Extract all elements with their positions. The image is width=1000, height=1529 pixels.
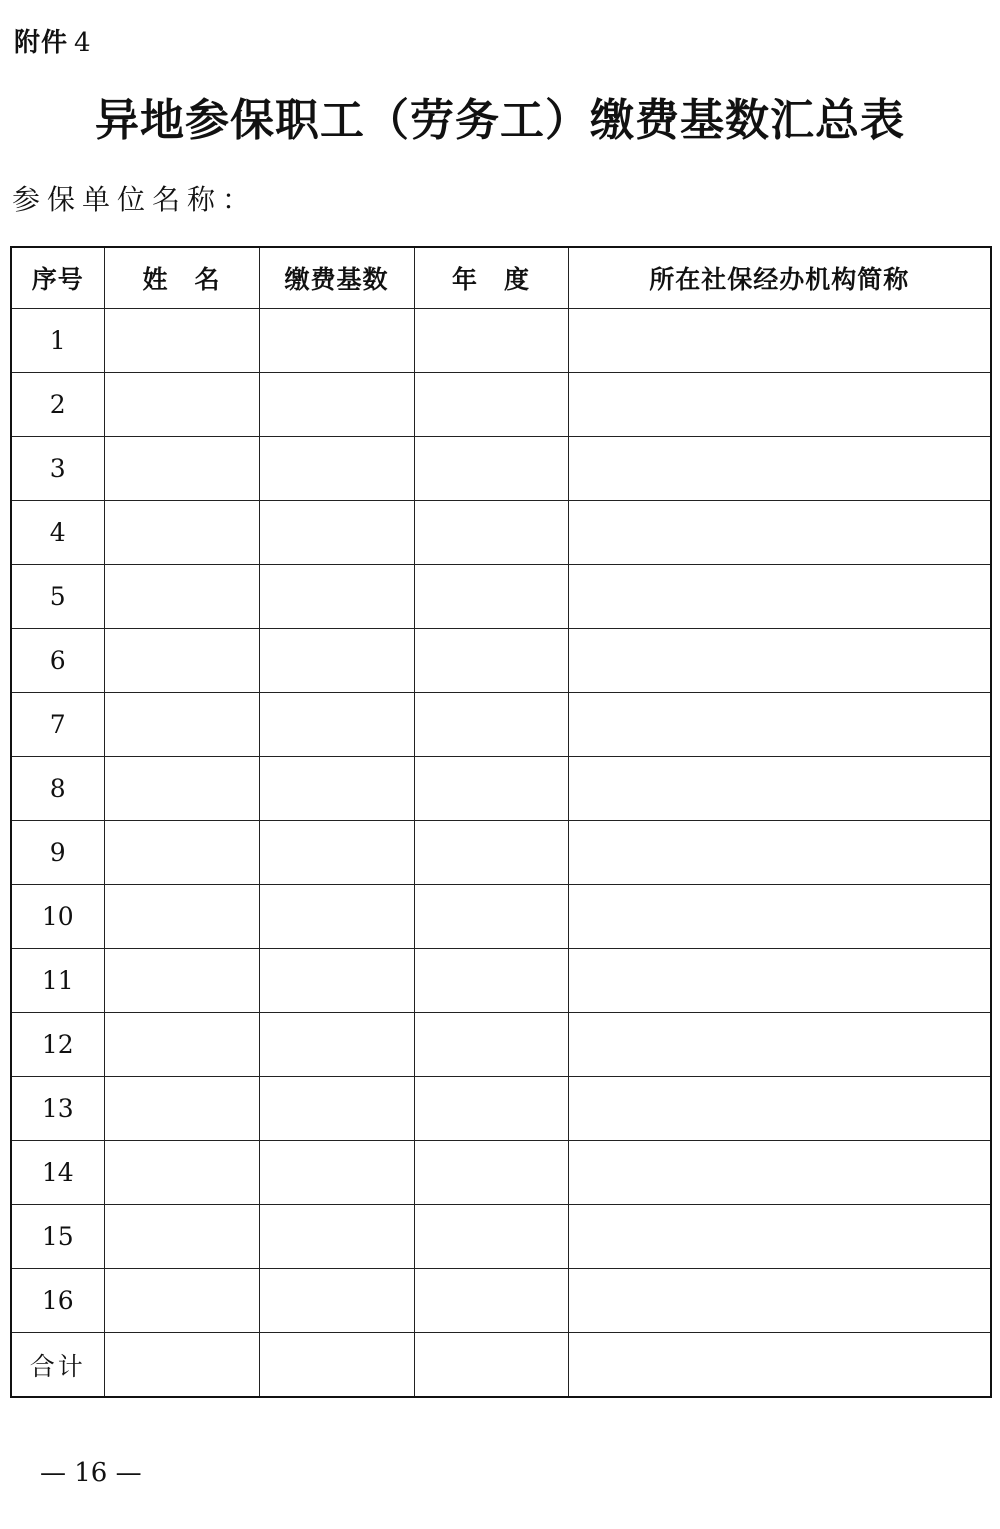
row-year-cell[interactable] [414, 629, 568, 693]
row-agency-cell[interactable] [568, 565, 991, 629]
table-row [11, 693, 991, 757]
row-agency-cell[interactable] [568, 309, 991, 373]
row-name-cell[interactable] [104, 629, 259, 693]
row-name-cell[interactable] [104, 437, 259, 501]
row-agency-cell[interactable] [568, 693, 991, 757]
row-seq-cell: 4 [11, 501, 104, 565]
total-label-cell: 合计 [11, 1333, 104, 1398]
row-seq-cell: 9 [11, 821, 104, 885]
row-base-cell[interactable] [259, 629, 414, 693]
row-base-cell[interactable] [259, 821, 414, 885]
row-year-cell[interactable] [414, 565, 568, 629]
row-year-cell[interactable] [414, 1269, 568, 1333]
row-agency-cell[interactable] [568, 1013, 991, 1077]
table-row [11, 373, 991, 437]
table-row [11, 821, 991, 885]
table-total-row [11, 1333, 991, 1398]
row-name-cell[interactable] [104, 1077, 259, 1141]
row-agency-cell[interactable] [568, 1205, 991, 1269]
row-year-cell[interactable] [414, 1013, 568, 1077]
row-seq-cell: 5 [11, 565, 104, 629]
column-header-seq: 序号 [11, 247, 104, 309]
row-year-cell[interactable] [414, 1205, 568, 1269]
row-seq-cell: 6 [11, 629, 104, 693]
attachment-number: 4 [74, 28, 92, 58]
column-header-base: 缴费基数 [259, 247, 414, 309]
table-body [11, 309, 991, 1398]
row-agency-cell[interactable] [568, 757, 991, 821]
row-agency-cell[interactable] [568, 437, 991, 501]
row-seq-cell: 2 [11, 373, 104, 437]
row-agency-cell[interactable] [568, 885, 991, 949]
row-base-cell[interactable] [259, 1333, 414, 1398]
row-year-cell[interactable] [414, 1141, 568, 1205]
row-year-cell[interactable] [414, 949, 568, 1013]
row-name-cell[interactable] [104, 1141, 259, 1205]
row-seq-cell: 7 [11, 693, 104, 757]
row-base-cell[interactable] [259, 757, 414, 821]
row-name-cell[interactable] [104, 693, 259, 757]
row-name-cell[interactable] [104, 885, 259, 949]
row-year-cell[interactable] [414, 1077, 568, 1141]
contribution-base-table [10, 246, 992, 1398]
row-agency-cell[interactable] [568, 1141, 991, 1205]
table-row [11, 629, 991, 693]
row-base-cell[interactable] [259, 309, 414, 373]
unit-name-label: 参保单位名称： [12, 183, 258, 216]
row-seq-cell: 14 [11, 1141, 104, 1205]
row-agency-cell[interactable] [568, 1333, 991, 1398]
attachment-label-text: 附件 [14, 28, 69, 58]
row-year-cell[interactable] [414, 501, 568, 565]
row-base-cell[interactable] [259, 1205, 414, 1269]
unit-name-line [12, 178, 257, 218]
row-year-cell[interactable] [414, 1333, 568, 1398]
row-agency-cell[interactable] [568, 501, 991, 565]
row-year-cell[interactable] [414, 693, 568, 757]
row-year-cell[interactable] [414, 821, 568, 885]
table-row [11, 1013, 991, 1077]
row-base-cell[interactable] [259, 501, 414, 565]
attachment-label [14, 22, 92, 59]
table-row [11, 437, 991, 501]
table-row [11, 885, 991, 949]
row-year-cell[interactable] [414, 885, 568, 949]
row-name-cell[interactable] [104, 1333, 259, 1398]
row-year-cell[interactable] [414, 373, 568, 437]
table-row [11, 757, 991, 821]
row-seq-cell: 8 [11, 757, 104, 821]
column-header-name: 姓 名 [104, 247, 259, 309]
row-year-cell[interactable] [414, 757, 568, 821]
row-seq-cell: 15 [11, 1205, 104, 1269]
row-name-cell[interactable] [104, 757, 259, 821]
table-row [11, 309, 991, 373]
table-row [11, 949, 991, 1013]
row-name-cell[interactable] [104, 1269, 259, 1333]
row-agency-cell[interactable] [568, 1077, 991, 1141]
table-row [11, 501, 991, 565]
column-header-year: 年 度 [414, 247, 568, 309]
row-base-cell[interactable] [259, 1077, 414, 1141]
row-name-cell[interactable] [104, 501, 259, 565]
table-row [11, 1077, 991, 1141]
page-number: — 16 — [40, 1458, 142, 1488]
row-seq-cell: 10 [11, 885, 104, 949]
column-header-agency: 所在社保经办机构简称 [568, 247, 991, 309]
row-seq-cell: 13 [11, 1077, 104, 1141]
row-base-cell[interactable] [259, 565, 414, 629]
row-name-cell[interactable] [104, 1013, 259, 1077]
table-row [11, 1205, 991, 1269]
table-row [11, 1141, 991, 1205]
row-base-cell[interactable] [259, 437, 414, 501]
row-base-cell[interactable] [259, 949, 414, 1013]
row-seq-cell: 11 [11, 949, 104, 1013]
row-seq-cell: 16 [11, 1269, 104, 1333]
table-row [11, 1269, 991, 1333]
row-agency-cell[interactable] [568, 1269, 991, 1333]
row-base-cell[interactable] [259, 1141, 414, 1205]
row-name-cell[interactable] [104, 373, 259, 437]
row-name-cell[interactable] [104, 565, 259, 629]
row-agency-cell[interactable] [568, 373, 991, 437]
row-name-cell[interactable] [104, 309, 259, 373]
row-seq-cell: 3 [11, 437, 104, 501]
table-header-row [11, 247, 991, 309]
row-name-cell[interactable] [104, 1205, 259, 1269]
row-agency-cell[interactable] [568, 949, 991, 1013]
row-name-cell[interactable] [104, 949, 259, 1013]
row-base-cell[interactable] [259, 693, 414, 757]
row-base-cell[interactable] [259, 373, 414, 437]
row-agency-cell[interactable] [568, 821, 991, 885]
row-base-cell[interactable] [259, 1013, 414, 1077]
row-seq-cell: 12 [11, 1013, 104, 1077]
row-base-cell[interactable] [259, 885, 414, 949]
row-name-cell[interactable] [104, 821, 259, 885]
row-agency-cell[interactable] [568, 629, 991, 693]
page-title: 异地参保职工（劳务工）缴费基数汇总表 [95, 95, 905, 146]
table-row [11, 565, 991, 629]
row-year-cell[interactable] [414, 437, 568, 501]
row-seq-cell: 1 [11, 309, 104, 373]
row-base-cell[interactable] [259, 1269, 414, 1333]
row-year-cell[interactable] [414, 309, 568, 373]
